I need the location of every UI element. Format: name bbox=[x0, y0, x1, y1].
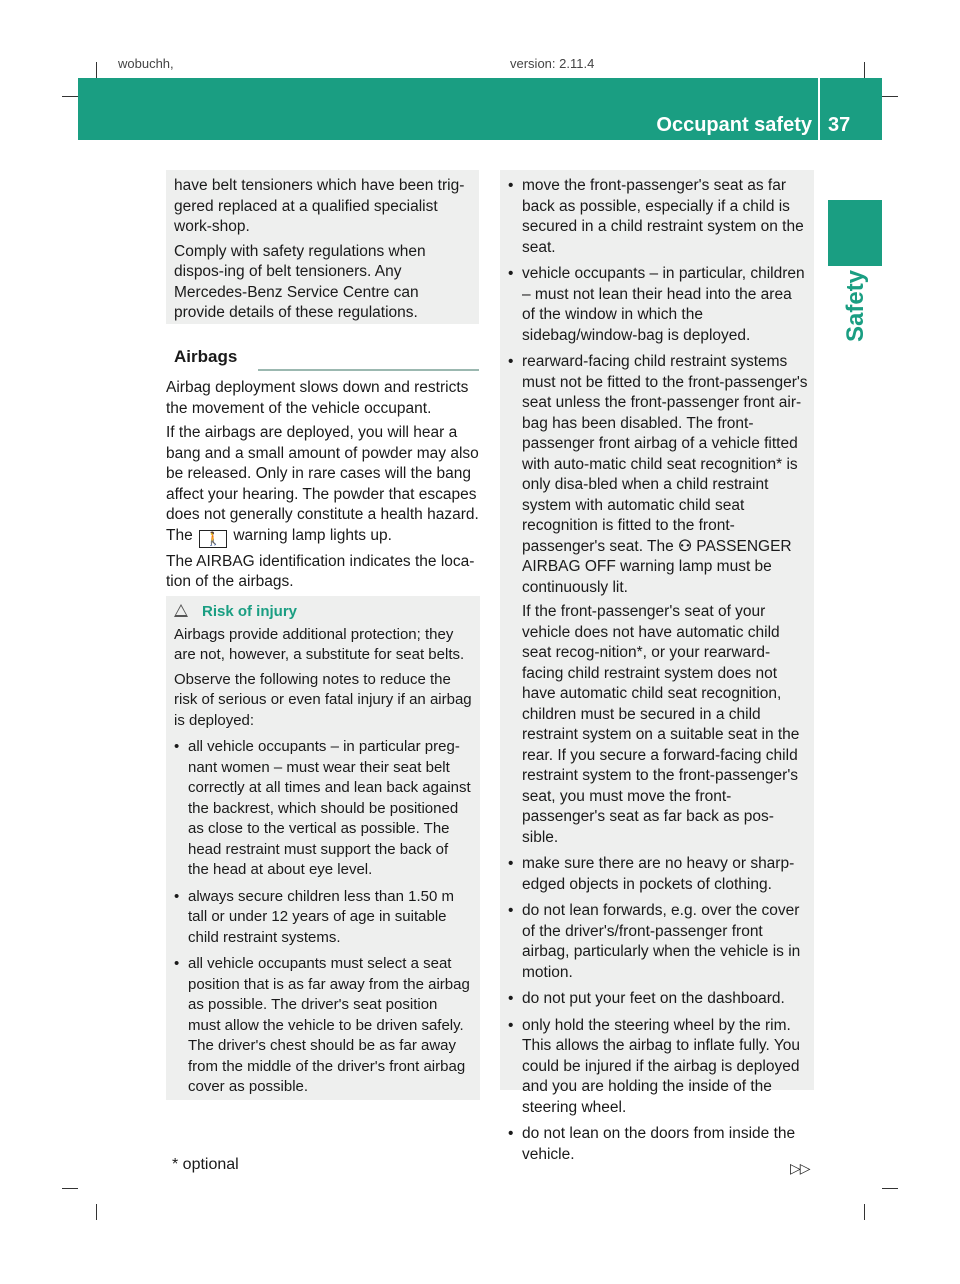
warning-triangle-icon bbox=[174, 604, 188, 617]
list-item: • always secure children less than 1.50 m tall or under 12 years of age in suitable child restraint systems. bbox=[174, 887, 472, 949]
passenger-airbag-off-icon: ⚇ bbox=[678, 537, 692, 555]
crop-mark bbox=[96, 1204, 97, 1220]
crop-mark bbox=[882, 96, 898, 97]
paragraph-text: If the airbags are deployed, you will hear a bang and a small amount of powder may also be released. Only in rare cases will the bang affect your hearing. The powder that escapes does not generally constitute a health hazard. bbox=[166, 424, 479, 523]
list-item: • only hold the steering wheel by the rim. This allows the airbag to inflate fully. You could be injured if the airbag is deployed and you are holding the inside of the steering wheel. bbox=[508, 1016, 808, 1119]
airbag-warning-lamp-icon: 🚶 bbox=[199, 530, 227, 548]
list-item: • make sure there are no heavy or sharp-edged objects in pockets of clothing. bbox=[508, 854, 808, 895]
print-meta-right: version: 2.11.4 bbox=[510, 56, 595, 71]
paragraph: Airbag deployment slows down and restricts the movement of the vehicle occupant. bbox=[166, 379, 469, 417]
paragraph: Observe the following notes to reduce the risk of serious or even fatal injury if an airbag is deployed: bbox=[174, 670, 472, 729]
page-title: Occupant safety bbox=[656, 114, 812, 136]
list-item: • all vehicle occupants – in particular preg-nant women – must wear their seat belt correctly at all times and lean back against the backrest, which should be positioned as close to the vertical as possible. The head restraint must support the back of the head at about eye level. bbox=[174, 737, 472, 881]
crop-mark bbox=[864, 62, 865, 78]
heading-rule bbox=[258, 369, 479, 371]
paragraph-text: warning lamp lights up. bbox=[233, 526, 392, 544]
list-item-text: PASSENGER AIRBAG OFF warning lamp must be continuously lit. bbox=[522, 537, 792, 596]
paragraph bbox=[166, 423, 482, 548]
list-item: • all vehicle occupants must select a seat position that is as far away from the airbag as possible. The driver's seat position must allow the vehicle to be driven safely. The driver's chest should be as far away from the middle of the driver's front airbag cover as possible. bbox=[174, 954, 472, 1098]
section-tab bbox=[828, 200, 882, 266]
paragraph: have belt tensioners which have been trig-gered replaced at a qualified specialist work-shop. bbox=[174, 177, 465, 235]
crop-mark bbox=[882, 1188, 898, 1189]
footnote: * optional bbox=[172, 1156, 239, 1173]
paragraph: If the front-passenger's seat of your vehicle does not have automatic child seat recog-nition*, or your rearward-facing child restraint system does not have automatic child seat recognition, children must be secured in a child restraint system on a suitable seat in the rear. If you secure a forward-facing child restraint system to the front-passenger's seat, you must move the front-passenger's seat as far back as pos-sible. bbox=[522, 603, 800, 846]
list-item: • do not lean on the doors from inside the vehicle. bbox=[508, 1124, 808, 1165]
page-number: 37 bbox=[828, 114, 851, 136]
section-label: Safety bbox=[842, 269, 869, 342]
belt-tensioner-note bbox=[166, 170, 479, 324]
airbag-notes-box bbox=[500, 170, 814, 1163]
paragraph: Airbags provide additional protection; they are not, however, a substitute for seat belts. bbox=[174, 625, 465, 663]
crop-mark bbox=[62, 1188, 78, 1189]
list-item-text: rearward-facing child restraint systems must not be fitted to the front-passenger's seat unless the front-passenger front air-bag has been disabled. The front-passenger front airbag of a vehicle fitted with auto-matic child seat recognition* is only disa-bled when a child restraint system with automatic child seat recognition is fitted to the front-passenger's seat. The bbox=[522, 353, 808, 555]
warning-title: Risk of injury bbox=[202, 603, 298, 620]
airbags-body bbox=[166, 378, 482, 593]
header-divider bbox=[818, 78, 820, 140]
list-item: • do not lean forwards, e.g. over the cover of the driver's/front-passenger front airbag, particularly when the vehicle is in motion. bbox=[508, 901, 808, 983]
continue-icon: ▷▷ bbox=[790, 1160, 810, 1176]
list-item: • move the front-passenger's seat as far back as possible, especially if a child is secured in a child restraint system on the seat. bbox=[508, 176, 808, 258]
warning-title-row bbox=[174, 602, 472, 623]
list-item: • vehicle occupants – in particular, children – must not lean their head into the area of the window in which the sidebag/window-bag is deployed. bbox=[508, 264, 808, 346]
crop-mark bbox=[96, 62, 97, 78]
section-heading: Airbags bbox=[174, 347, 238, 366]
list-item: • do not put your feet on the dashboard. bbox=[508, 989, 808, 1010]
paragraph: Comply with safety regulations when dispos-ing of belt tensioners. Any Mercedes-Benz Service Centre can provide details of these regulations. bbox=[174, 242, 426, 321]
crop-mark bbox=[62, 96, 78, 97]
warning-box bbox=[166, 596, 480, 1100]
list-item bbox=[508, 352, 808, 598]
paragraph: The AIRBAG identification indicates the loca-tion of the airbags. bbox=[166, 552, 475, 590]
print-meta-left: wobuchh, bbox=[118, 56, 174, 71]
crop-mark bbox=[864, 1204, 865, 1220]
paragraph-text: The bbox=[166, 526, 193, 544]
